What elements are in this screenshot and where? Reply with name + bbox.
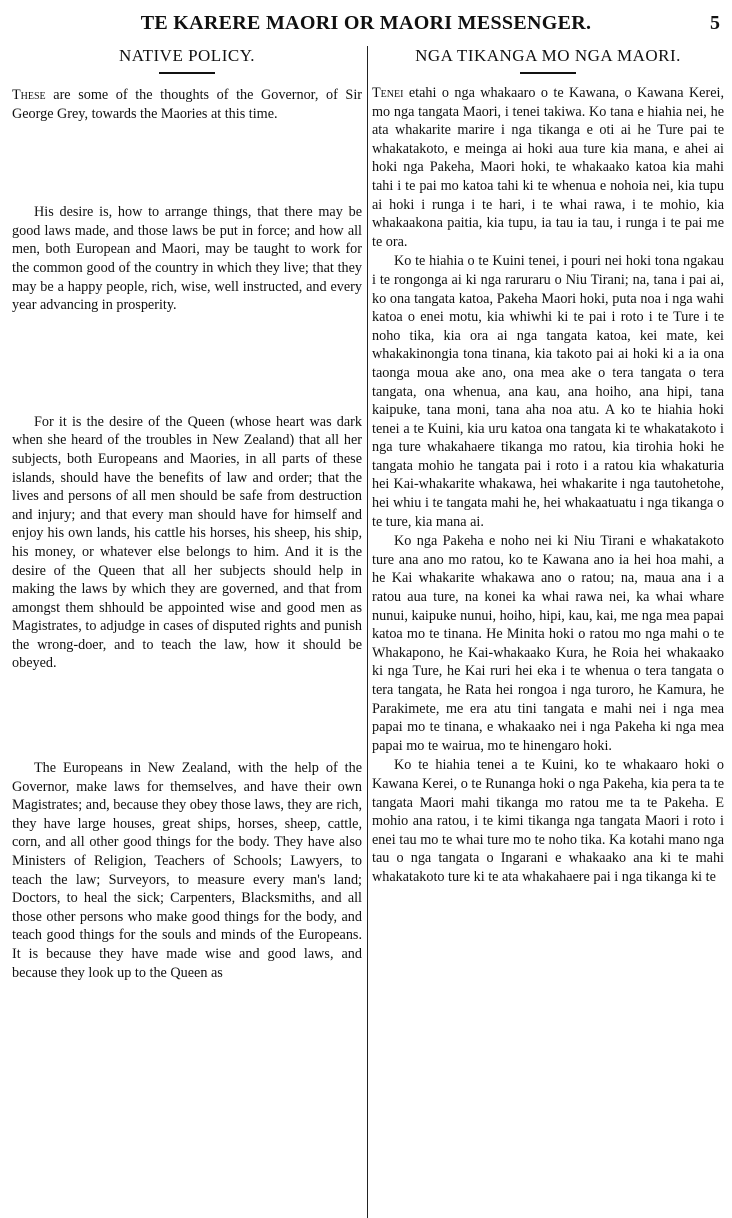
lead-word: These (12, 87, 46, 103)
maori-paragraph-2: Ko te hiahia o te Kuini tenei, i pouri nei hoki tona ngakau i te rongonga ai ki nga raruraru o Niu Tirani; na, tana i pai ai, ko ona tangata katoa, Pakeha Maori hoki, puta noa i nga wahi katoa o enei motu, kia whiwhi ki te pai i roto i te Ture i te noho tika, kia ora ai nga tangata katoa, kei mate, kei whakakinongia tona tinana, kia takoto pai ai hoki ki a ia ona taonga moua ake ano, ona mea ake o tera tangata o tera tangata, ona whenua, ana kau, ana hoiho, ana hipi, tana kaipuke, tana moni, tana aha noa atu. A ko te hiahia hoki tenei a te Kuini, kia uru katoa ona tangata ki te whakatakoto i nga ture whakahaere tikanga mo ratou, kia tirohia hoki he tangata mohio he tangata pai i roto i a ratou kia whakaturia hei Kai-whakarite whakawa, hei whakarite i nga tautohetohe, hei whiu i te tangata mahi he, hei whakaatuatu i nga tikanga o te ture, kia mana ai. (372, 253, 724, 530)
maori-column (372, 44, 724, 888)
masthead-title: TE KARERE MAORI OR MAORI MESSENGER. (140, 12, 592, 34)
column-gap (12, 123, 362, 203)
english-paragraph-3: For it is the desire of the Queen (whose heart was dark when she heard of the troubles in New Zealand) that all her subjects, both Europeans and Maories, in all parts of these islands, should have the benefits of law and order; that the lives and persons of all men should be safe from destruction and injury; and that every man should have for himself and enjoy his own lands, his cattle his horses, his sheep, his ship, his money, or whatever else belongs to him. And it is the desire of the Queen that all her subjects should help in making the laws by which they are governed, and that from amongst them shhould be appointed wise and good men as Magistrates, to adjudge in cases of disputed rights and punish the wrong-doer, and to teach the law, how it should be obeyed. (12, 413, 362, 672)
english-paragraph-1 (12, 86, 362, 123)
heading-rule (159, 72, 215, 74)
english-column (12, 44, 362, 982)
maori-paragraph-3: Ko nga Pakeha e noho nei ki Niu Tirani e whakatakoto ture ana ano mo ratou, ko te Kawana ano ia hei hoa mahi, a he Kai whakarite whakawa ano o ratou; na, maua ana i a ratou aua ture, na konei ka whai rawa nei, ka whai whare nunui, kaipuke nunui, hoiho, hipi, kau, kai, me nga mea papai katoa mo te tinana. He Minita hoki o ratou mo nga mahi o te Whakapono, he Kai-whakaako Kura, he Roia hei whakaako ki nga Ture, he Kai ruri hei eka i te whenua o tera tangata o tera tangata, he Rata hei rongoa i nga turoro, he Kamura, he Parakimete, me era atu tini tangata e mahi nei i nga mea papai mo te tinana, e whakaako nei i nga Pakeha ki nga mea papai mo te wairua, mo te hinengaro hoki. (372, 533, 724, 754)
page-number: 5 (710, 12, 720, 34)
lead-word: Tenei (372, 85, 404, 101)
column-gap (12, 673, 362, 759)
heading-rule (520, 72, 576, 74)
maori-heading: NGA TIKANGA MO NGA MAORI. (415, 46, 681, 65)
column-divider (367, 46, 368, 1218)
maori-paragraph-1 (372, 84, 724, 251)
column-gap (12, 315, 362, 413)
paragraph-text: etahi o nga whakaaro o te Kawana, o Kawana Kerei, mo nga tangata Maori, i tenei takiwa. Ko tana e hiahia nei, he ata whakarite marire i nga tikanga e oti ai he Ture pai te whakatakoto, e meinga ai hoki aua ture kia mana, e ahei ai hoki nga Pakeha, Maori hoki, te whakaako katoa kia mahi tahi i te pai mo katoa tahi ki te whenua e nohoia nei, kia tupu ai hoki i runga i te hari, i te whai rawa, i te mohio, kia whakaakona paitia, kia tupu, ia tau ia tau, i runga i te pai me te ora. (372, 85, 724, 250)
paragraph-text: are some of the thoughts of the Governor, of Sir George Grey, towards the Maories at this time. (12, 87, 362, 122)
english-heading: NATIVE POLICY. (118, 46, 256, 65)
english-paragraph-4: The Europeans in New Zealand, with the help of the Governor, make laws for themselves, and have their own Magistrates; and, because they obey those laws, they are rich, they have large houses, great ships, horses, sheep, cattle, corn, and all other good things for the body. They have also Ministers of Religion, Teachers of Schools; Lawyers, to teach the law; Surveyors, to measure every man's land; Doctors, to heal the sick; Carpenters, Blacksmiths, and all those other persons who make good things for the body, and teach good things for the souls and minds of the Europeans. It is because they have made wise and good laws, and because they look up to the Queen as (12, 760, 362, 981)
maori-paragraph-4: Ko te hiahia tenei a te Kuini, ko te whakaaro hoki o Kawana Kerei, o te Runanga hoki o nga Pakeha, kia pera ta te tangata Maori mahi tikanga mo ratou me ta te Pakeha. E mohio ana ratou, i te kimi tikanga nga tangata Maori i roto i enei tau mo te whai ture mo te noho tika. Ka kotahi mano nga tau o nga tangata o Ingarani e whakaako ana ki te mahi whakatakoto ture ki te ata whakahaere pai i nga tikanga ki te (372, 757, 724, 885)
page-header (0, 0, 732, 40)
english-paragraph-2: His desire is, how to arrange things, that there may be good laws made, and those laws be put in force; and how all men, both European and Maori, may be taught to work for the common good of the country in which they live; that they may be a happy people, rich, wise, well instructed, and every year advancing in prosperity. (12, 204, 362, 314)
